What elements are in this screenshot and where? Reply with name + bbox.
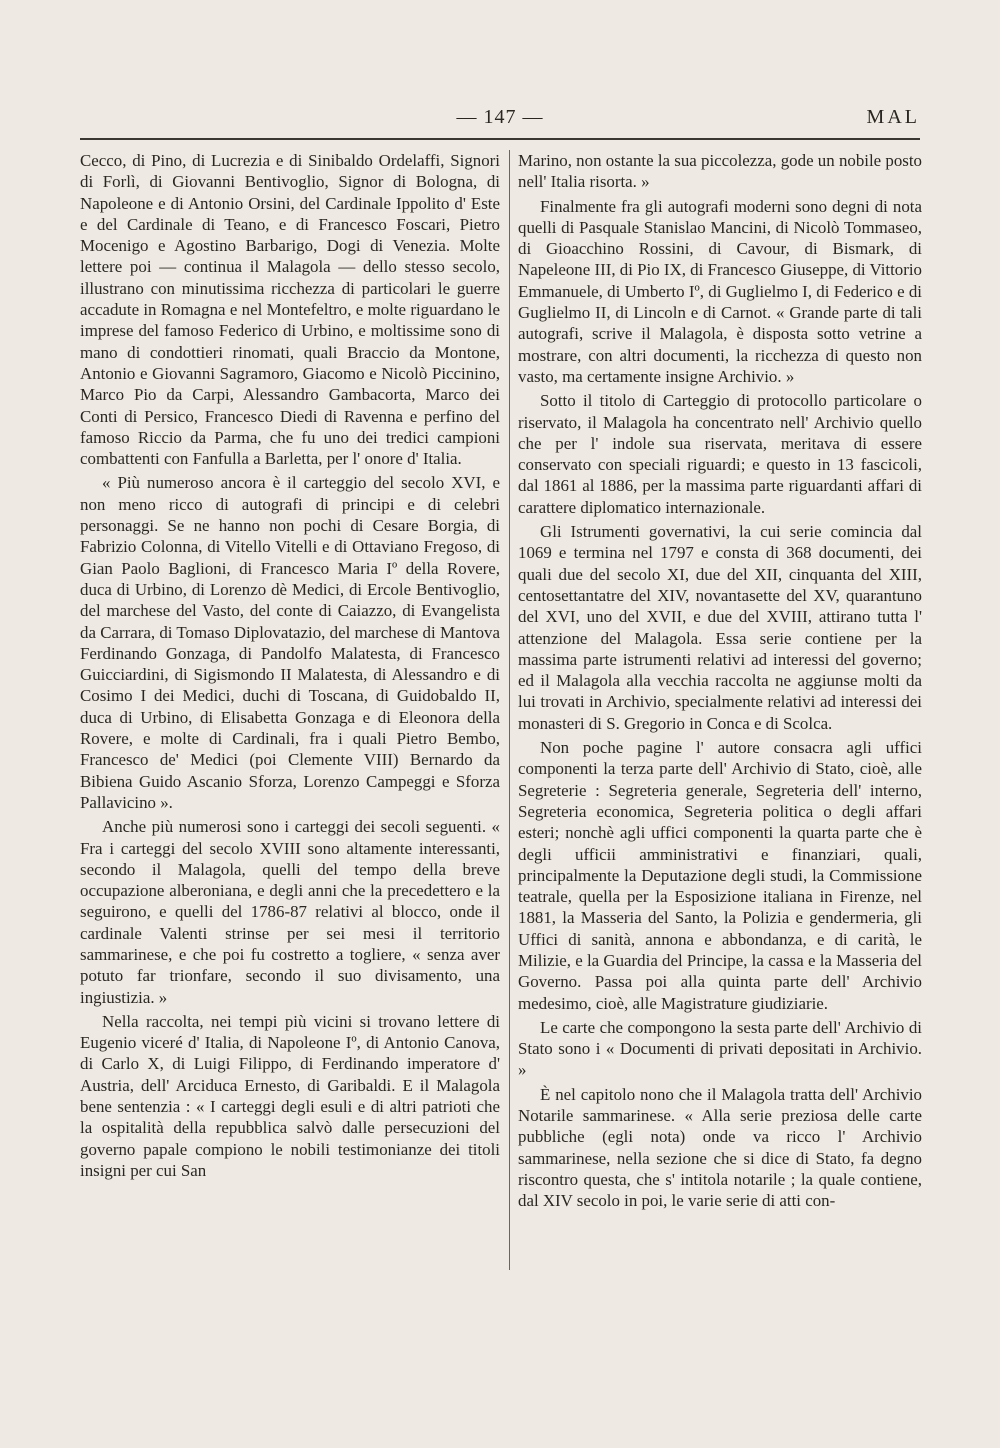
column-divider — [509, 150, 510, 1270]
paragraph: Marino, non ostante la sua piccolezza, gode un nobile posto nell' Italia risorta. » — [518, 151, 922, 192]
paragraph: Cecco, di Pino, di Lucrezia e di Sinibaldo Ordelaffi, Signori di Forlì, di Giovanni Bentivoglio, Signor di Bologna, di Napoleone e di Antonio Orsini, del Cardinale Ippolito d' Este e del Cardinale di Teano, e di Francesco Foscari, Pietro Mocenigo e Agostino Barbarigo, Dogi di Venezia. Molte lettere poi — continua il Malagola — dello stesso secolo, illustrano con minutissima ricchezza di particolari le guerre accadute in Romagna e nel Montefeltro, e molte riguardano le imprese del famoso Federico di Urbino, e moltissime sono di mano di condottieri rinomati, quali Braccio da Montone, Antonio e Giovanni Sagramoro, Giacomo e Nicolò Piccinino, Marco Pio da Carpi, Alessandro Gambacorta, Marco dei Conti di Persico, Francesco Diedi di Ravenna e perfino del famoso Riccio da Parma, che fu uno dei tredici campioni combattenti con Fanfulla a Barletta, per l' onore d' Italia. — [80, 151, 500, 469]
paragraph: Nella raccolta, nei tempi più vicini si trovano lettere di Eugenio viceré d' Italia, di Napoleone Iº, di Antonio Canova, di Carlo X, di Luigi Filippo, di Ferdinando imperatore d' Austria, dell' Arciduca Ernesto, di Garibaldi. E il Malagola bene sentenzia : « I carteggi degli esuli e di altri patrioti che la ospitalità della repubblica salvò dalle persecuzioni del governo papale compiono le nobili testimonianze dei titoli insigni per cui San — [80, 1011, 500, 1180]
paragraph: « Più numeroso ancora è il carteggio del secolo XVI, e non meno ricco di autografi di principi e di celebri personaggi. Se ne hanno non pochi di Cesare Borgia, di Fabrizio Colonna, di Vitello Vitelli e di Ottaviano Fregoso, di Gian Paolo Baglioni, di Francesco Maria Iº della Rovere, duca di Urbino, di Lorenzo dè Medici, di Ercole Bentivoglio, del marchese del Vasto, del conte di Caiazzo, di Evangelista da Carrara, di Tomaso Diplovatazio, del marchese di Mantova Ferdinando Gonzaga, di Pandolfo Malatesta, di Francesco Guicciardini, di Sigismondo II Malatesta, di Alessandro e di Cosimo I dei Medici, duchi di Toscana, di Guidobaldo II, duca di Urbino, di Elisabetta Gonzaga e di Eleonora della Rovere, e molte di Cardinali, fra i quali Pietro Bembo, Francesco de' Medici (poi Clemente VIII) Bernardo da Bibiena Guido Ascanio Sforza, Lorenzo Campeggi e Sforza Pallavicino ». — [80, 473, 500, 812]
paragraph: Sotto il titolo di Carteggio di protocollo particolare o riservato, il Malagola ha concentrato nell' Archivio quello che per l' indole sua riservata, meritava di essere conservato con speciali riguardi; e questo in 13 fascicoli, dal 1861 al 1886, per la massima parte riguardanti affari di carattere diplomatico internazionale. — [518, 391, 922, 517]
paragraph: Le carte che compongono la sesta parte dell' Archivio di Stato sono i « Documenti di privati depositati in Archivio. » — [518, 1017, 922, 1080]
paragraph: Non poche pagine l' autore consacra agli uffici componenti la terza parte dell' Archivio di Stato, cioè, alle Segreterie : Segreteria generale, Segreteria dell' interno, Segreteria economica, Segreteria politica o degli affari esteri; nonchè agli uffici componenti la quarta parte che è degli ufficii amministrativi e finanziari, quali, principalmente la Deputazione degli studi, la Commissione teatrale, quella per la Esposizione italiana in Firenze, nel 1881, la Masseria del Santo, la Polizia e gendermeria, gli Uffici di sanità, annona e abbondanza, e di carità, le Milizie, e la Guardia del Principe, la cassa e la Masseria del Governo. Passa poi alla quinta parte dell' Archivio medesimo, cioè, alle Magistrature giudiziarie. — [518, 738, 922, 1013]
page-number: — 147 — — [456, 106, 544, 128]
header-rule — [80, 138, 920, 140]
paragraph: È nel capitolo nono che il Malagola tratta dell' Archivio Notarile sammarinese. « Alla serie preziosa delle carte pubbliche (egli nota) onde va ricco l' Archivio sammarinese, nella sezione che si dice di Stato, fa degno riscontro questa, che s' intitola notarile ; la quale contiene, dal XIV secolo in poi, le varie serie di atti con- — [518, 1084, 922, 1211]
paragraph: Gli Istrumenti governativi, la cui serie comincia dal 1069 e termina nel 1797 e consta di 368 documenti, dei quali due del secolo XI, due del XII, cinquanta del XIII, centosettantatre del XIV, novantasette del XV, quarantuno del XVI, uno del XVII, e due del XVIII, attirano tutta l' attenzione del Malagola. Essa serie contiene per la massima parte istrumenti relativi ad interessi del governo; ed il Malagola alla vecchia raccolta ne aggiunse molti da lui trovati in Archivio, specialmente relativi ad interessi dei monasteri di S. Gregorio in Conca e di Scolca. — [518, 522, 922, 733]
page-header — [80, 106, 920, 138]
running-head: MAL — [866, 106, 920, 128]
paragraph: Finalmente fra gli autografi moderni sono degni di nota quelli di Pasquale Stanislao Mancini, di Nicolò Tommaseo, di Gioacchino Rossini, di Cavour, di Bismark, di Napeleone III, di Pio IX, di Francesco Giuseppe, di Vittorio Emmanuele, di Umberto Iº, di Guglielmo I, di Federico e di Guglielmo II, di Lincoln e di Carnot. « Grande parte di tali autografi, scrive il Malagola, è disposta sotto vetrine a mostrare, con altri documenti, la ricchezza di questo non vasto, ma certamente insigne Archivio. » — [518, 196, 922, 386]
paragraph: Anche più numerosi sono i carteggi dei secoli seguenti. « Fra i carteggi del secolo XVIII sono altamente interessanti, secondo il Malagola, quelli del tempo della breve occupazione alberoniana, e degli anni che la precedettero e la seguirono, e quelli del 1786-87 relativi al blocco, onde il cardinale Valenti strinse per sei mesi il territorio sammarinese, e che poi fu costretto a togliere, « senza aver potuto far trionfare, secondo il suo divisamento, una ingiustizia. » — [80, 817, 500, 1007]
right-column — [518, 150, 922, 1212]
left-column — [80, 150, 500, 1181]
